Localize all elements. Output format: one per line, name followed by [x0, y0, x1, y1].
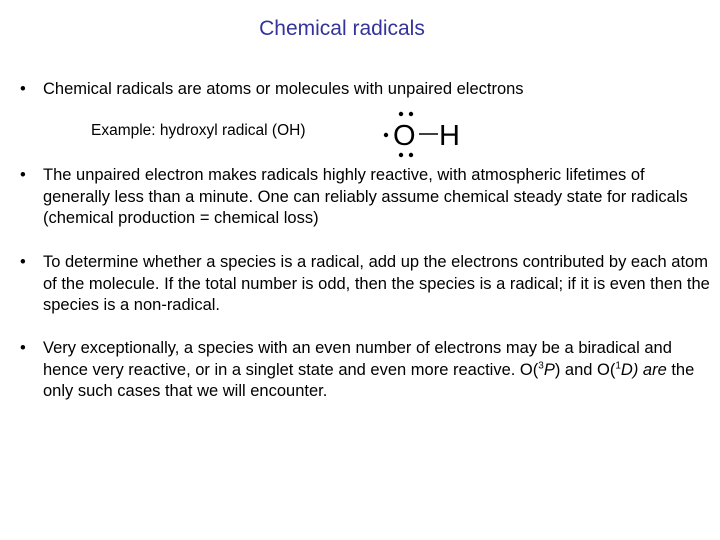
electron-dot — [409, 153, 413, 157]
b4-sup2: 1 — [615, 360, 621, 371]
bullet-marker: • — [20, 253, 26, 271]
bullet-text-4 — [43, 338, 715, 403]
electron-dot — [399, 153, 403, 157]
electron-dot — [399, 112, 403, 116]
bullet-marker: • — [20, 339, 26, 357]
bullet-text-2: The unpaired electron makes radicals highly reactive, with atmospheric lifetimes of generally less than a minute. One can reliably assume chemical steady state for radicals (chemical production = chemical loss) — [43, 166, 688, 227]
electron-dot — [409, 112, 413, 116]
b4-ital1: P — [543, 360, 555, 379]
b4-part1: Very exceptionally, a species with an even number of electrons may be a biradical and hence very reactive, or in a singlet state and even more reactive. O( — [43, 339, 672, 379]
b4-sup1: 3 — [538, 360, 544, 371]
slide-title: Chemical radicals — [259, 17, 425, 40]
example-text: Example: hydroxyl radical (OH) — [91, 122, 306, 139]
bullet-marker: • — [20, 166, 26, 184]
b4-part2: ) and O( — [554, 360, 616, 379]
b4-part3: the only such cases that we will encounter. — [43, 360, 695, 400]
b4-ital2: D) are — [620, 360, 667, 379]
bullet-text-1: Chemical radicals are atoms or molecules with unpaired electrons — [43, 80, 524, 98]
unpaired-electron-dot — [384, 133, 388, 137]
bullet-marker: • — [20, 80, 26, 98]
bullet-text-3: To determine whether a species is a radical, add up the electrons contributed by each atom of the molecule. If the total number is odd, then the species is a radical; if it is even then the species is a non-radical. — [43, 253, 710, 314]
hydroxyl-lewis-structure — [380, 108, 480, 164]
oxygen-atom: O — [393, 120, 416, 152]
hydrogen-atom: H — [439, 120, 460, 152]
